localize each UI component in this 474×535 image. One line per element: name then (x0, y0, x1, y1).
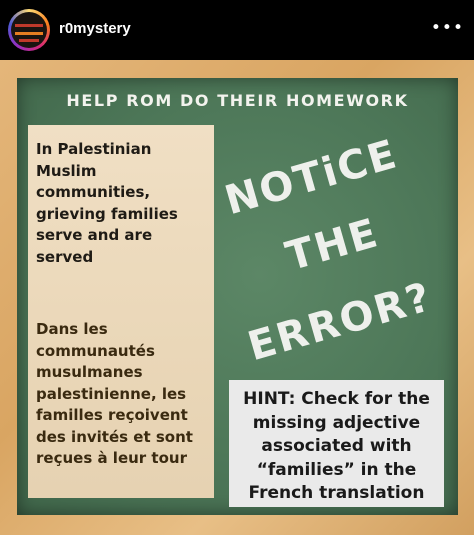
french-text: Dans les communautés musulmanes palestinienne, les familles reçoivent des invités et sont reçues à leur tour (36, 320, 193, 467)
chalk-text-error: ERROR? (243, 273, 438, 371)
board-title: HELP ROM DO THEIR HOMEWORK (66, 91, 409, 110)
chalk-text-notice: NOTiCE (220, 131, 403, 225)
chalkboard (17, 78, 458, 515)
hint-box (229, 380, 444, 507)
avatar-image (11, 12, 47, 48)
post-header (0, 0, 474, 60)
username-link[interactable]: r0mystery (59, 20, 131, 37)
text-paper (28, 125, 214, 498)
hint-text: HINT: Check for the missing adjective associated with “families” in the French translation (243, 389, 430, 503)
more-options-icon[interactable]: ••• (430, 18, 464, 38)
chalk-text-the: THE (281, 210, 385, 281)
english-text: In Palestinian Muslim communities, grieving families serve and are served (36, 140, 178, 266)
profile-avatar[interactable] (8, 9, 50, 51)
post-image (0, 60, 474, 535)
